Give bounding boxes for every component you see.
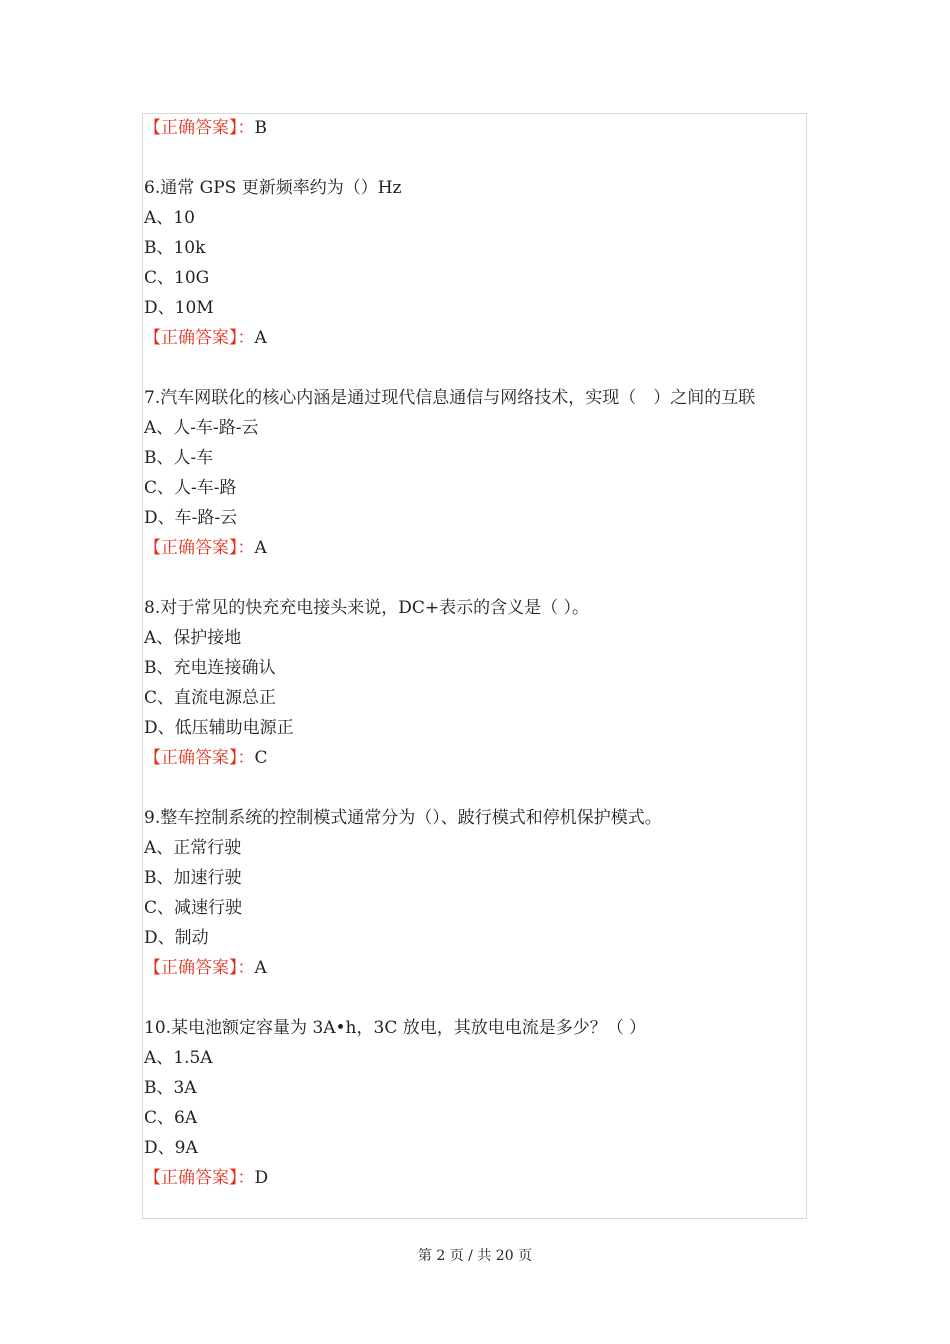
option-d: D、车-路-云: [144, 508, 238, 528]
option-b: B、人-车: [144, 448, 214, 468]
answer-label: 【正确答案】: [144, 538, 238, 558]
answer-separator: ：: [237, 538, 255, 558]
option-b: B、10k: [144, 238, 206, 258]
option-d: D、制动: [144, 928, 209, 948]
answer-separator: ：: [237, 748, 255, 768]
answer-value: C: [254, 748, 268, 768]
answer-separator: ：: [237, 1168, 255, 1188]
question-stem: 10.某电池额定容量为 3A•h，3C 放电，其放电电流是多少？（ ）: [144, 1018, 647, 1038]
answer-line: [144, 113, 806, 143]
option-a: A、正常行驶: [144, 838, 242, 858]
answer-label: 【正确答案】: [144, 958, 238, 978]
answer-line: [144, 743, 806, 773]
answer-value: D: [254, 1168, 269, 1188]
option-c: C、直流电源总正: [144, 688, 277, 708]
answer-label: 【正确答案】: [144, 328, 238, 348]
answer-value: A: [254, 958, 267, 978]
answer-line: [144, 323, 806, 353]
option-a: A、保护接地: [144, 628, 242, 648]
question-stem: 6.通常 GPS 更新频率约为（）Hz: [144, 178, 402, 198]
option-a: A、1.5A: [144, 1048, 213, 1068]
question-list: [144, 113, 806, 1193]
answer-value: A: [254, 328, 267, 348]
question-stem: 9.整车控制系统的控制模式通常分为（）、跛行模式和停机保护模式。: [144, 808, 662, 828]
answer-separator: ：: [237, 328, 255, 348]
option-d: D、10M: [144, 298, 214, 318]
answer-label: 【正确答案】: [144, 1168, 238, 1188]
option-b: B、3A: [144, 1078, 197, 1098]
answer-value: A: [254, 538, 267, 558]
option-c: C、人-车-路: [144, 478, 237, 498]
option-b: B、充电连接确认: [144, 658, 276, 678]
option-d: D、9A: [144, 1138, 198, 1158]
answer-separator: ：: [237, 958, 255, 978]
answer-line: [144, 533, 806, 563]
option-b: B、加速行驶: [144, 868, 242, 888]
option-d: D、低压辅助电源正: [144, 718, 294, 738]
question-stem: 8.对于常见的快充充电接头来说，DC+表示的含义是（ ）。: [144, 598, 590, 618]
option-c: C、减速行驶: [144, 898, 243, 918]
option-a: A、人-车-路-云: [144, 418, 259, 438]
page-number-footer: 第 2 页 / 共 20 页: [417, 1248, 533, 1264]
option-c: C、6A: [144, 1108, 198, 1128]
answer-label: 【正确答案】: [144, 118, 238, 138]
answer-value: B: [254, 118, 267, 138]
option-a: A、10: [144, 208, 195, 228]
answer-line: [144, 953, 806, 983]
answer-line: [144, 1163, 806, 1193]
answer-label: 【正确答案】: [144, 748, 238, 768]
answer-separator: ：: [237, 118, 255, 138]
question-stem: 7.汽车网联化的核心内涵是通过现代信息通信与网络技术，实现（ ）之间的互联: [144, 388, 756, 408]
option-c: C、10G: [144, 268, 210, 288]
